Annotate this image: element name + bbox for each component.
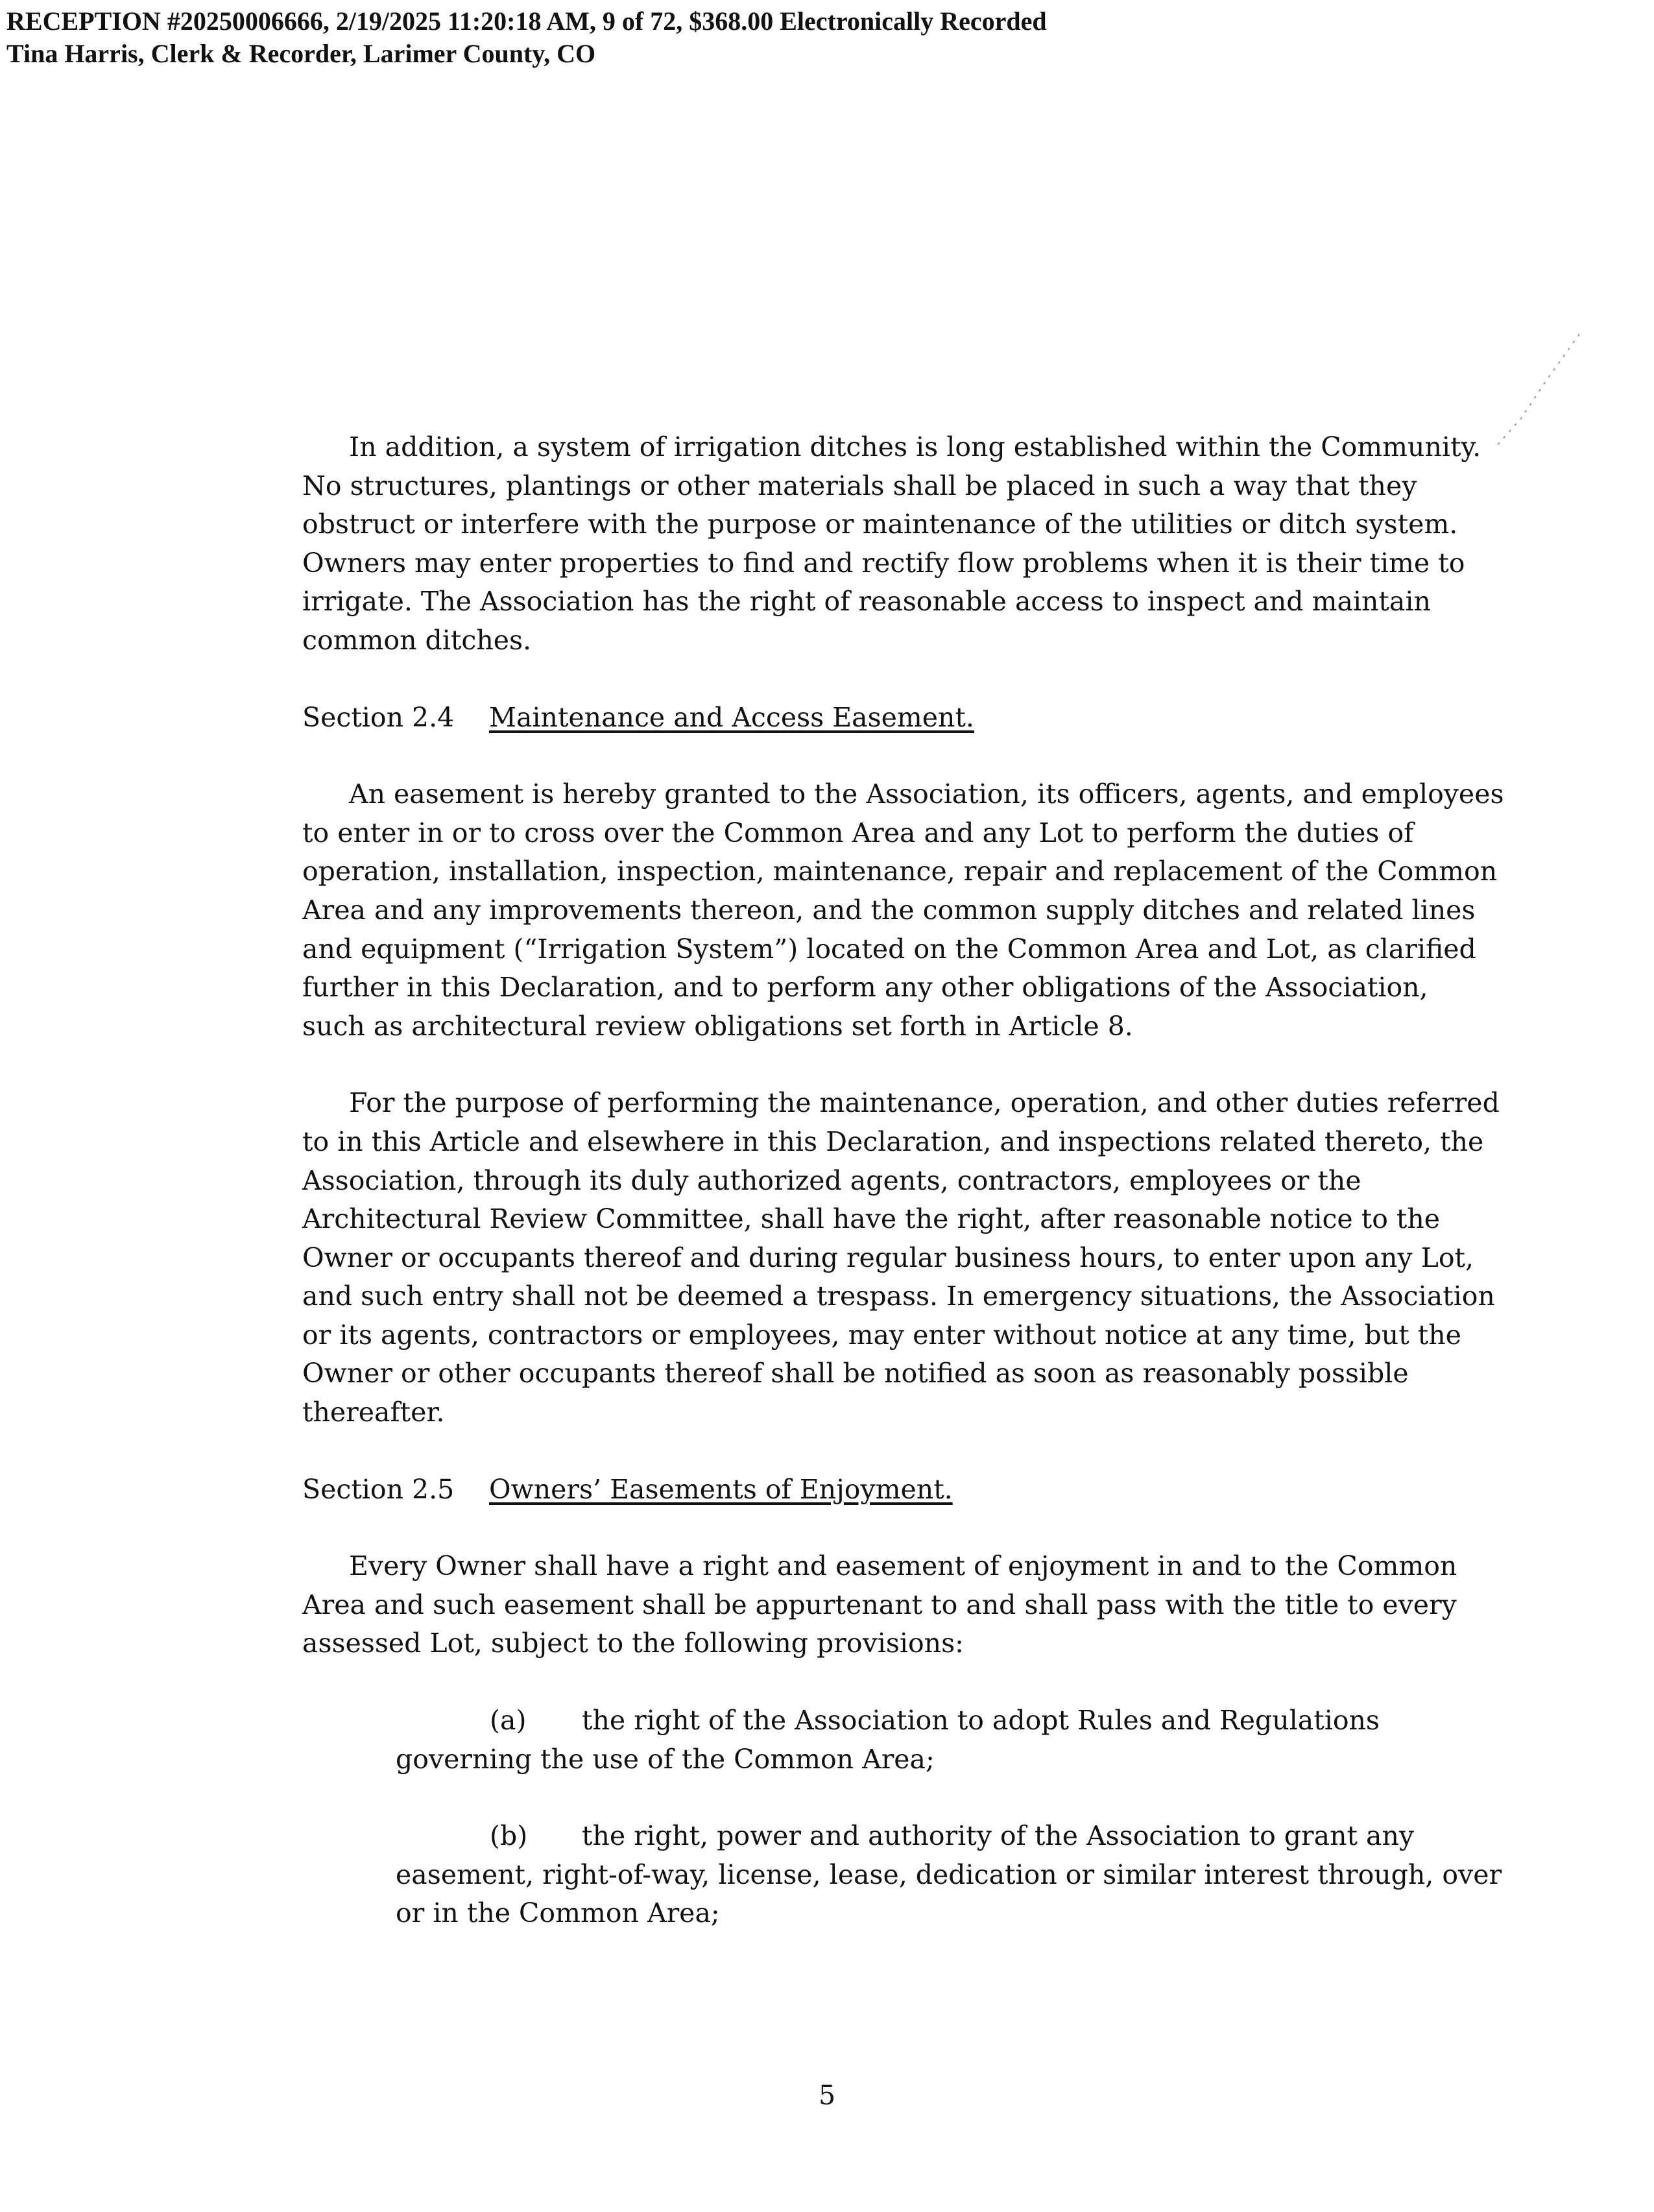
text-line: common ditches. xyxy=(302,624,532,656)
list-item-label: (b) xyxy=(490,1820,528,1852)
intro-paragraph xyxy=(302,428,1522,660)
text-line: the right of the Association to adopt Rules and Regulations xyxy=(582,1705,1380,1737)
text-line: Area and such easement shall be appurtenant to and shall pass with the title to every xyxy=(302,1589,1457,1620)
text-line: or in the Common Area; xyxy=(396,1897,720,1929)
list-item-first-line xyxy=(396,1701,1522,1740)
text-line: For the purpose of performing the maintenance, operation, and other duties referred xyxy=(349,1087,1500,1119)
text-line: further in this Declaration, and to perform any other obligations of the Association, xyxy=(302,972,1428,1004)
section-number: Section 2.4 xyxy=(302,701,455,733)
text-line: Association, through its duly authorized agents, contractors, employees or the xyxy=(302,1164,1361,1196)
text-line: thereafter. xyxy=(302,1397,445,1428)
text-line: governing the use of the Common Area; xyxy=(396,1743,935,1775)
section-title: Maintenance and Access Easement. xyxy=(489,701,974,733)
text-line: Architectural Review Committee, shall have the right, after reasonable notice to the xyxy=(302,1203,1441,1235)
list-item-label: (a) xyxy=(490,1705,527,1737)
text-line: easement, right-of-way, license, lease, dedication or similar interest through, over xyxy=(396,1858,1502,1890)
text-line: and equipment (“Irrigation System”) located on the Common Area and Lot, as clarified xyxy=(302,933,1476,965)
text-line: such as architectural review obligations set forth in Article 8. xyxy=(302,1010,1133,1042)
text-line: to in this Article and elsewhere in this Declaration, and inspections related thereto, the xyxy=(302,1125,1484,1157)
section-number: Section 2.5 xyxy=(302,1473,455,1505)
recording-stamp xyxy=(6,5,1047,70)
section-2-4-paragraph-1 xyxy=(302,775,1522,1046)
text-line: In addition, a system of irrigation ditches is long established within the Community. xyxy=(349,431,1481,463)
list-item-b xyxy=(302,1817,1522,1933)
section-2-4-paragraph-2 xyxy=(302,1084,1522,1432)
text-line: obstruct or interfere with the purpose or maintenance of the utilities or ditch system. xyxy=(302,509,1458,540)
text-line: Area and any improvements thereon, and the common supply ditches and related lines xyxy=(302,894,1476,926)
section-title: Owners’ Easements of Enjoyment. xyxy=(489,1473,953,1505)
list-item-a xyxy=(302,1701,1522,1779)
text-line: Every Owner shall have a right and easement of enjoyment in and to the Common xyxy=(349,1550,1457,1582)
text-line: An easement is hereby granted to the Association, its officers, agents, and employees xyxy=(349,778,1504,810)
text-line: irrigate. The Association has the right of reasonable access to inspect and maintain xyxy=(302,586,1431,618)
text-line: operation, installation, inspection, maintenance, repair and replacement of the Common xyxy=(302,856,1498,887)
text-line: the right, power and authority of the Association to grant any xyxy=(582,1820,1415,1852)
page-number: 5 xyxy=(818,2080,836,2111)
text-line: Owner or other occupants thereof shall be notified as soon as reasonably possible xyxy=(302,1358,1409,1389)
section-2-4-heading xyxy=(302,699,1522,738)
text-line: Owners may enter properties to find and rectify flow problems when it is their time to xyxy=(302,547,1465,579)
text-line: No structures, plantings or other materials shall be placed in such a way that they xyxy=(302,470,1417,501)
section-2-5-heading xyxy=(302,1471,1522,1509)
text-line: to enter in or to cross over the Common Area and any Lot to perform the duties of xyxy=(302,817,1414,848)
list-item-first-line xyxy=(396,1817,1522,1856)
text-line: assessed Lot, subject to the following provisions: xyxy=(302,1628,964,1659)
document-body xyxy=(302,428,1522,1933)
text-line: and such entry shall not be deemed a trespass. In emergency situations, the Association xyxy=(302,1280,1495,1312)
text-line: or its agents, contractors or employees, may enter without notice at any time, but the xyxy=(302,1319,1461,1351)
recording-stamp-line-2: Tina Harris, Clerk & Recorder, Larimer County, CO xyxy=(6,39,596,68)
text-line: Owner or occupants thereof and during regular business hours, to enter upon any Lot, xyxy=(302,1242,1474,1273)
recording-stamp-line-1: RECEPTION #20250006666, 2/19/2025 11:20:18 AM, 9 of 72, $368.00 Electronically Recorded xyxy=(6,6,1047,36)
section-2-5-paragraph-1 xyxy=(302,1547,1522,1663)
